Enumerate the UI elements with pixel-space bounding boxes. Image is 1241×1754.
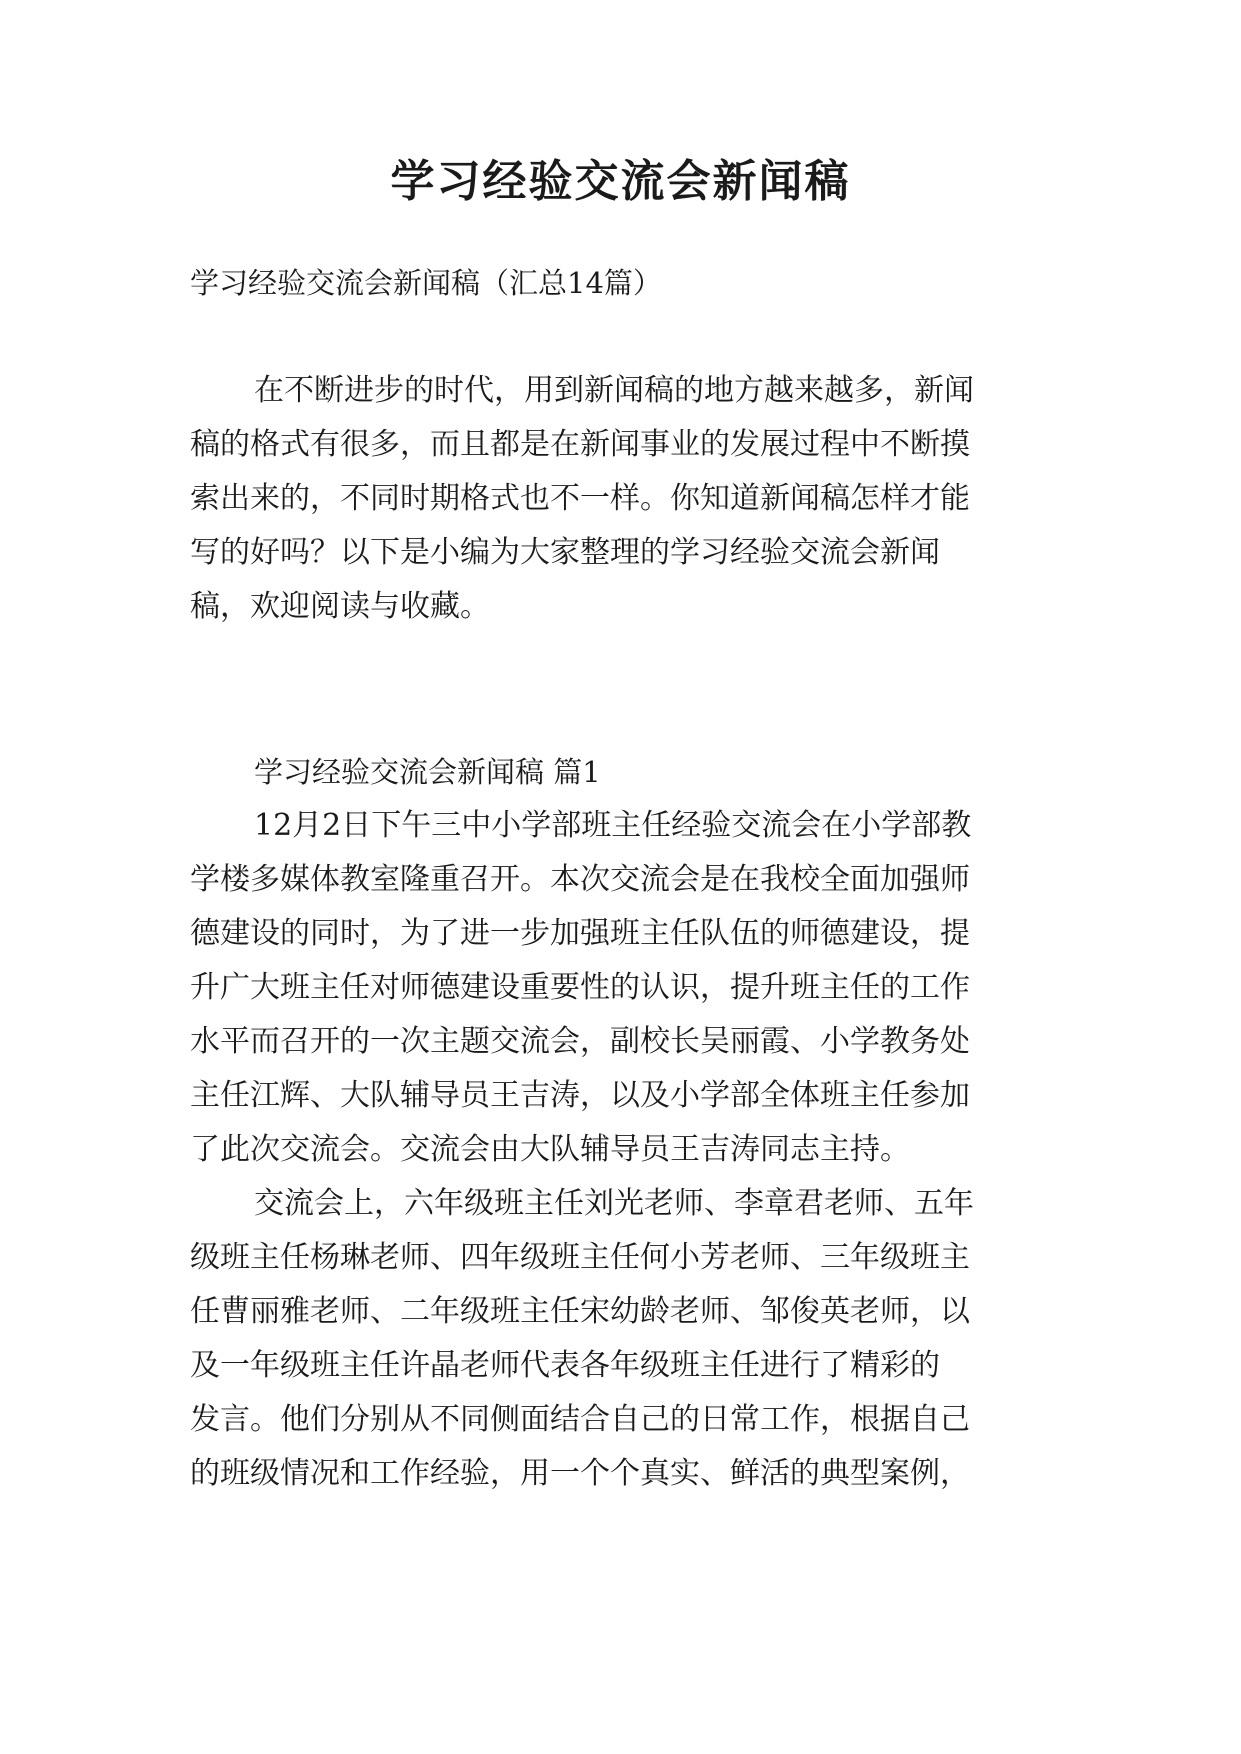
text-line: 的班级情况和工作经验，用一个个真实、鲜活的典型案例， — [190, 1456, 970, 1491]
text-line: 交流会上，六年级班主任刘光老师、李章君老师、五年 — [254, 1186, 974, 1221]
text-line: 了此次交流会。交流会由大队辅导员王吉涛同志主持。 — [190, 1132, 910, 1167]
document-title: 学习经验交流会新闻稿 — [390, 156, 851, 207]
text-line: 级班主任杨琳老师、四年级班主任何小芳老师、三年级班主 — [190, 1240, 970, 1275]
text-line: 主任江辉、大队辅导员王吉涛，以及小学部全体班主任参加 — [190, 1078, 970, 1113]
document-subtitle: 学习经验交流会新闻稿（汇总14篇） — [190, 266, 662, 300]
text-line: 任曹丽雅老师、二年级班主任宋幼龄老师、邹俊英老师，以 — [190, 1294, 970, 1329]
text-line: 学楼多媒体教室隆重召开。本次交流会是在我校全面加强师 — [190, 862, 970, 897]
text-line: 及一年级班主任许晶老师代表各年级班主任进行了精彩的 — [190, 1348, 940, 1383]
text-line: 德建设的同时，为了进一步加强班主任队伍的师德建设，提 — [190, 916, 970, 951]
text-line: 升广大班主任对师德建设重要性的认识，提升班主任的工作 — [190, 970, 970, 1005]
text-line: 稿的格式有很多，而且都是在新闻事业的发展过程中不断摸 — [190, 427, 970, 462]
text-line: 发言。他们分别从不同侧面结合自己的日常工作，根据自己 — [190, 1402, 970, 1437]
text-line: 索出来的，不同时期格式也不一样。你知道新闻稿怎样才能 — [190, 481, 970, 516]
text-line: 稿，欢迎阅读与收藏。 — [190, 589, 490, 624]
text-line: 写的好吗？以下是小编为大家整理的学习经验交流会新闻 — [190, 535, 940, 570]
text-line: 水平而召开的一次主题交流会，副校长吴丽霞、小学教务处 — [190, 1024, 970, 1059]
text-line: 12月2日下午三中小学部班主任经验交流会在小学部教 — [254, 808, 972, 843]
section-heading: 学习经验交流会新闻稿 篇1 — [254, 755, 601, 789]
text-line: 在不断进步的时代，用到新闻稿的地方越来越多，新闻 — [254, 373, 974, 408]
